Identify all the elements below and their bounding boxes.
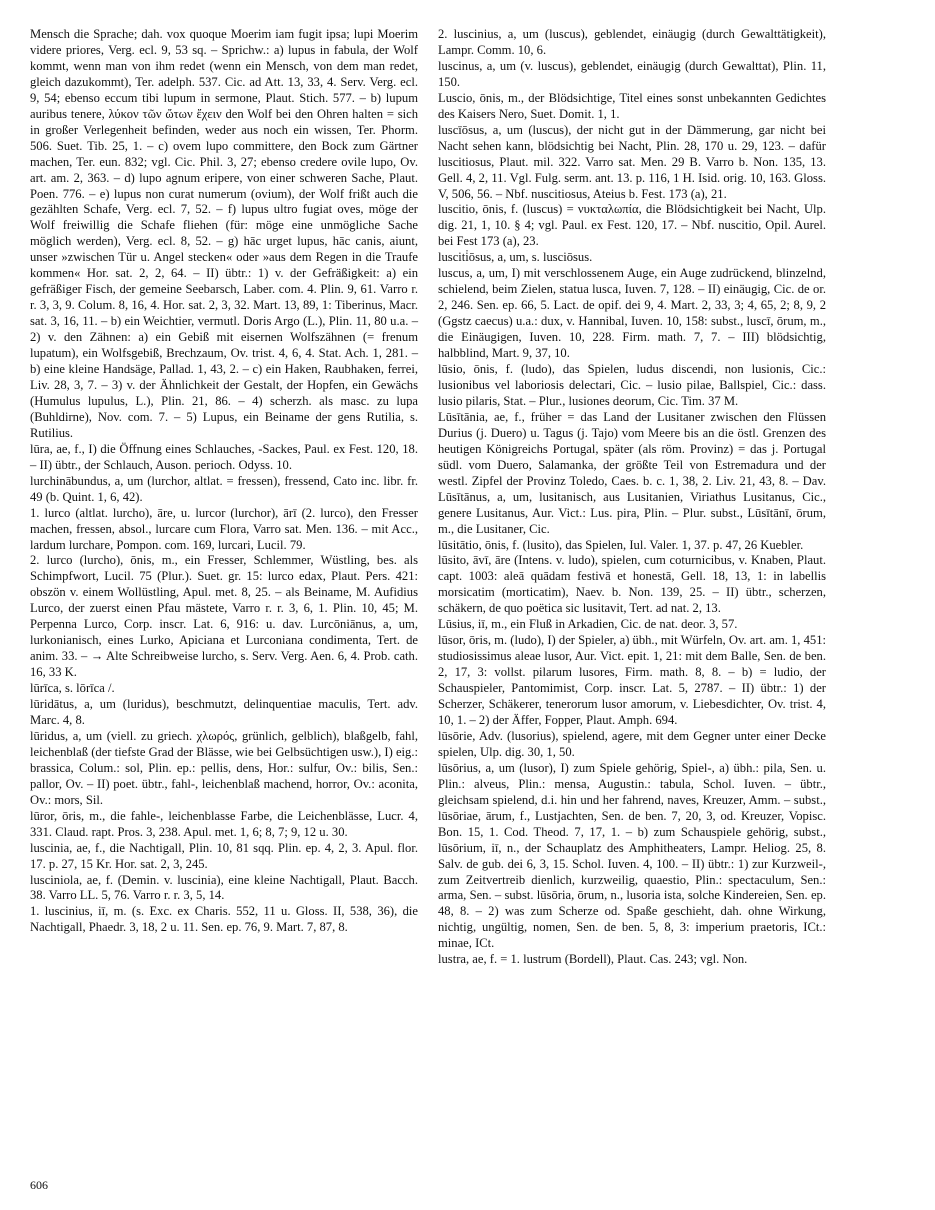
dictionary-entry: luscīōsus, a, um (luscus), der nicht gut in der Dämmerung, gar nicht bei Nacht sehen kann, blödsichtig bei Nacht, Plin. 28, 170 u. 29, 123. – dafür luscitiosus, Plaut. mil. 322. Varro sat. Men. 29 B. Varro b. Non. 135, 13. Gell. 4, 2, 11. Vgl. Fulg. serm. ant. 13. p. 116, 1 H. Isid. orig. 10, 163. Gloss. V, 506, 56. – Nbf. nuscitiosus, Ateius b. Fest. 173 (a), 21. — [438, 122, 826, 201]
dictionary-entry: 2. lurco (lurcho), ōnis, m., ein Fresser, Schlemmer, Wüstling, bes. als Schimpfwort, Lucil. 75 (Plur.). Suet. gr. 15: lurco edax, Plaut. Pers. 421: obszön v. einem Wollüstling, Apul. met. 8, 25. – als Beiname, M. Aufidius Lurco, der zuerst einen Pfau mästete, Varro r. r. 3, 6, 1. Plin. 10, 45; M. Perpenna Lurco, Corp. inscr. Lat. 6, 916: u. dav. Lurcōniānus, a, um, lurkonianisch, eines Lurko, Apiciana et Lurconiana condimenta, Tert. de anim. 33. – → Alte Schreibweise lurcho, s. Serv. Verg. Aen. 6, 4. Prob. cath. 16, 33 K. — [30, 553, 418, 680]
dictionary-entry: lurchinābundus, a, um (lurchor, altlat. = fressen), fressend, Cato inc. libr. fr. 49 (b. Quint. 1, 6, 42). — [30, 473, 418, 504]
dictionary-entry: 2. luscinius, a, um (luscus), geblendet, einäugig (durch Gewalttätigkeit), Lampr. Comm. 10, 6. — [438, 27, 826, 57]
dictionary-entry: lūra, ae, f., I) die Öffnung eines Schlauches, -Sackes, Paul. ex Fest. 120, 18. – II) übtr., der Schlauch, Auson. perioch. Odyss. 10. — [30, 441, 418, 472]
left-column — [30, 27, 418, 936]
dictionary-entry: luscinus, a, um (v. luscus), geblendet, einäugig (durch Gewalttat), Plin. 11, 150. — [438, 58, 826, 89]
page-number: 606 — [30, 1178, 48, 1192]
dictionary-entry: lūridātus, a, um (luridus), beschmutzt, delinquentiae maculis, Tert. adv. Marc. 4, 8. — [30, 697, 418, 727]
dictionary-entry: 1. lurco (altlat. lurcho), āre, u. lurcor (lurchor), ārī (2. lurco), den Fresser machen, fressen, absol., lurcare cum Flora, Varro sat. Men. 136. – mit Acc., lardum lurchare, Pompon. com. 169, lurcari, Lucil. 79. — [30, 505, 418, 552]
dictionary-entry: lūsitātio, ōnis, f. (lusito), das Spielen, Iul. Valer. 1, 37. p. 47, 26 Kuebler. — [438, 537, 804, 552]
dictionary-entry: lustra, ae, f. = 1. lustrum (Bordell), Plaut. Cas. 243; vgl. Non. — [438, 952, 748, 967]
dictionary-entry: lūror, ōris, m., die fahle-, leichenblasse Farbe, die Leichenblässe, Lucr. 4, 331. Claud. rapt. Pros. 3, 238. Apul. met. 1, 6; 8, 7; 9, 12 u. 30. — [30, 808, 418, 839]
dictionary-entry: lūsōrie, Adv. (lusorius), spielend, agere, mit dem Gegner unter einer Decke spielen, Ulp. dig. 30, 1, 50. — [438, 728, 826, 759]
dictionary-entry: lusciniola, ae, f. (Demin. v. luscinia), eine kleine Nachtigall, Plaut. Bacch. 38. Varro LL. 5, 76. Varro r. r. 3, 5, 14. — [30, 872, 418, 903]
right-column — [438, 27, 826, 968]
dictionary-entry: 1. luscinius, iī, m. (s. Exc. ex Charis. 552, 11 u. Gloss. II, 538, 36), die Nachtigall, Phaedr. 3, 18, 2 u. 11. Sen. ep. 76, 9. Mart. 7, 87, 8. — [30, 904, 418, 935]
dictionary-entry: Lūsītānia, ae, f., früher = das Land der Lusitaner zwischen den Flüssen Durius (j. Duero) u. Tagus (j. Tajo) vom Meere bis an die östl. Grenzen des heutigen Königreichs Portugal, später (als röm. Provinz) = das j. Portugal südl. vom Duero, Salamanka, der größte Teil von Estremadura und der westl. Zipfel der Provinz Toledo, Caes. b. c. 1, 38, 2. Liv. 21, 43, 8. – Dav. Lūsītānus, a, um, lusitanisch, aus Lusitanien, Viriathus Lusitanus, Cic., genere Lusitanus, Aur. Vict.: Lus. pira, Plin. – Plur. subst., Lūsītānī, ōrum, m., die Lusitaner, Cic. — [438, 409, 826, 536]
dictionary-entry: lūsor, ōris, m. (ludo), I) der Spieler, a) übh., mit Würfeln, Ov. art. am. 1, 451: studiosissimus aleae lusor, Aur. Vict. epit. 1, 21: mit dem Balle, Sen. de ben. 2, 17, 3: vollst. pilarum lusores, Firm. math. 8, 8. – b) = ludio, der Schauspieler, Pantomimist, Corp. inscr. Lat. 5, 2787. – II) übtr.: 1) der Scherzer, Schäkerer, tenerorum lusor amorum, v. Liebesdichter, Ov. trist. 4, 10, 1. – 2) der Äffer, Fopper, Plaut. Amph. 694. — [438, 633, 826, 727]
dictionary-entry: luscitio, ōnis, f. (luscus) = νυκταλωπία, die Blödsichtigkeit bei Nacht, Ulp. dig. 21, 1, 10. § 4; vgl. Paul. ex Fest. 120, 17. – Nbf. nuscitio, Opil. Aurel. bei Fest 173 (a), 23. — [438, 202, 826, 249]
dictionary-entry: luscinia, ae, f., die Nachtigall, Plin. 10, 81 sqq. Plin. ep. 4, 2, 3. Apul. flor. 17. p. 27, 15 Kr. Hor. sat. 2, 3, 245. — [30, 840, 418, 871]
dictionary-entry: lusciti̇ōsus, a, um, s. lusciōsus. — [438, 250, 593, 265]
dictionary-entry: Lūsius, iī, m., ein Fluß in Arkadien, Cic. de nat. deor. 3, 57. — [438, 617, 738, 632]
dictionary-entry: lūridus, a, um (viell. zu griech. χλωρός, grünlich, gelblich), blaßgelb, fahl, leichenblaß (der tiefste Grad der Blässe, wie bei Gelbsüchtigen usw.), I) eig.: brassica, Colum.: sol, Plin. ep.: pellis, dens, Hor.: sulfur, Ov.: bilis, Sen.: pallor, Ov. – II) poet. übtr., fahl-, leichenblaß machend, horror, Ov.: aconita, Ov.: mors, Sil. — [30, 728, 418, 807]
dictionary-entry: lūsōrius, a, um (lusor), I) zum Spiele gehörig, Spiel-, a) übh.: pila, Sen. u. Plin.: alveus, Plin.: mensa, Augustin.: tabula, Schol. Iuven. – übtr., gleichsam spielend, d.i. hin und her fahrend, naves, Kreuzer, Amm. – subst., lūsōriae, ārum, f., Lustjachten, Sen. de ben. 7, 20, 3, od. Kreuzer, Vopisc. Bon. 15, 1. Cod. Theod. 7, 17, 1. – b) zum Schauspiele gehörig, subst., lūsōrium, iī, n., der Schauplatz des Amphitheaters, Lampr. Heliog. 25, 8. Salv. de gub. dei 6, 3, 15. Schol. Iuven. 4, 100. – II) übtr.: 1) zur Kurzweil-, zum Zeitvertreib dienlich, kurzweilig, quaestio, Plin.: spectaculum, Sen.: arma, Sen. – subst. lūsōria, ōrum, n., lusoria ista, solche Kindereien, Sen. ep. 48, 8. – 2) was zum Scherze od. Spaße geschieht, dah. ohne Wirkung, nichtig, ungültig, nomen, Sen. de ben. 5, 8, 3: imperium praetoris, ICt.: minae, ICt. — [438, 760, 826, 951]
dictionary-entry: lūsito, āvī, āre (Intens. v. ludo), spielen, cum coturnicibus, v. Knaben, Plaut. capt. 1003: aleā quādam festivā et honestā, Gell. 18, 13, 1: in labellis morsicatim (morticatim), Naev. b. Non. 139, 25. – II) übtr., scherzen, schäkern, de quo poëtica sic lusitavit, Tert. ad nat. 2, 13. — [438, 553, 826, 616]
dictionary-entry: Mensch die Sprache; dah. vox quoque Moerim iam fugit ipsa; lupi Moerim videre priores, Verg. ecl. 9, 53 sq. – Sprichw.: a) lupus in fabula, der Wolf kommt, wenn man von ihm redet (wenn ein Mensch, von dem man redet, gleich dazukommt), Ter. adelph. 537. Cic. ad Att. 13, 33, 4. Serv. Verg. ecl. 9, 54; ebenso eccum tibi lupum in sermone, Plaut. Stich. 577. – b) lupum auribus tenere, λύκον τῶν ὤτων ἔχειν den Wolf bei den Ohren halten = sich in großer Verlegenheit befinden, weder aus noch ein wissen, Ter. Phorm. 506. Suet. Tib. 25, 1. – c) ovem lupo committere, den Bock zum Gärtner machen, Ter. eun. 832; vgl. Cic. Phil. 3, 27; ebenso credere ovile lupo, Ov. art. am. 2, 363. – d) lupo agnum eripere, von einer schweren Sache, Plaut. Poen. 776. – e) lupus non curat numerum (ovium), der Wolf frißt auch die gezählten Schafe, Verg. ecl. 7, 52. – f) lupus ultro fugiat oves, möge der Wolf freiwillig die Schafe fliehen (für: möge eine unmögliche Sache möglich werden), Verg. ecl. 8, 52. – g) hāc urget lupus, hāc canis, aiunt, unser »zwischen Tür u. Angel stecken« oder »aus dem Regen in die Traufe kommen« Hor. sat. 2, 2, 64. – II) übtr.: 1) v. der Gefräßigkeit: a) ein gefräßiger Fisch, der gemeine Seebarsch, Laber. com. 4. Plin. 9, 61. Varro r. r. 3, 3, 9. Colum. 8, 16, 4. Hor. sat. 2, 3, 32. Mart. 13, 89, 1: Tiberinus, Macr. sat. 3, 16, 11. – b) ein Weichtier, vermutl. Doris Argo (L.), Plin. 11, 80 u.a. – 2) v. den Zähnen: a) ein Gebiß mit eisernen Wolfszähnen (= frenum lupatum), ein Wolfsgebiß, Brechzaum, Ov. trist. 4, 6, 4. Stat. Ach. 1, 281. – b) eine kleine Handsäge, Pallad. 1, 43, 2. – c) ein Haken, Raubhaken, ferrei, Liv. 28, 3, 7. – 3) v. der Ähnlichkeit der Gestalt, der Hopfen, ein Gewächs (Humulus lupulus, L.), Plin. 21, 86. – 4) scherzh. als masc. zu lupa (Buhldirne), Nov. com. 7. – 5) Lupus, ein Beiname der gens Rutilia, s. Rutilius. — [30, 27, 418, 440]
dictionary-entry: Luscio, ōnis, m., der Blödsichtige, Titel eines sonst unbekannten Gedichtes des Kaisers Nero, Suet. Domit. 1, 1. — [438, 90, 826, 121]
dictionary-entry: luscus, a, um, I) mit verschlossenem Auge, ein Auge zudrückend, blinzelnd, schielend, beim Zielen, statua lusca, Iuven. 7, 128. – II) einäugig, Cic. de or. 2, 246. Sen. ep. 66, 5. Lact. de opif. dei 9, 4. Mart. 2, 33, 3; 4, 65, 2; 8, 9, 2 (Ggstz caecus) u.a.: dux, v. Hannibal, Iuven. 10, 158: subst., luscī, ōrum, m., die Einäugigen, Iuven. 10, 228. Firm. math. 7, 7. – III) blödsichtig, halbblind, Mart. 9, 37, 10. — [438, 266, 826, 361]
dictionary-entry: lūsio, ōnis, f. (ludo), das Spielen, ludus discendi, non lusionis, Cic.: lusionibus vel laboriosis delectari, Cic. – lusio pilae, Ballspiel, Cic.: dass. lusio pilaris, Stat. – Plur., lusiones deorum, Cic. Tim. 37 M. — [438, 362, 826, 408]
dictionary-entry: lūrīca, s. lōrīca /. — [30, 681, 115, 696]
